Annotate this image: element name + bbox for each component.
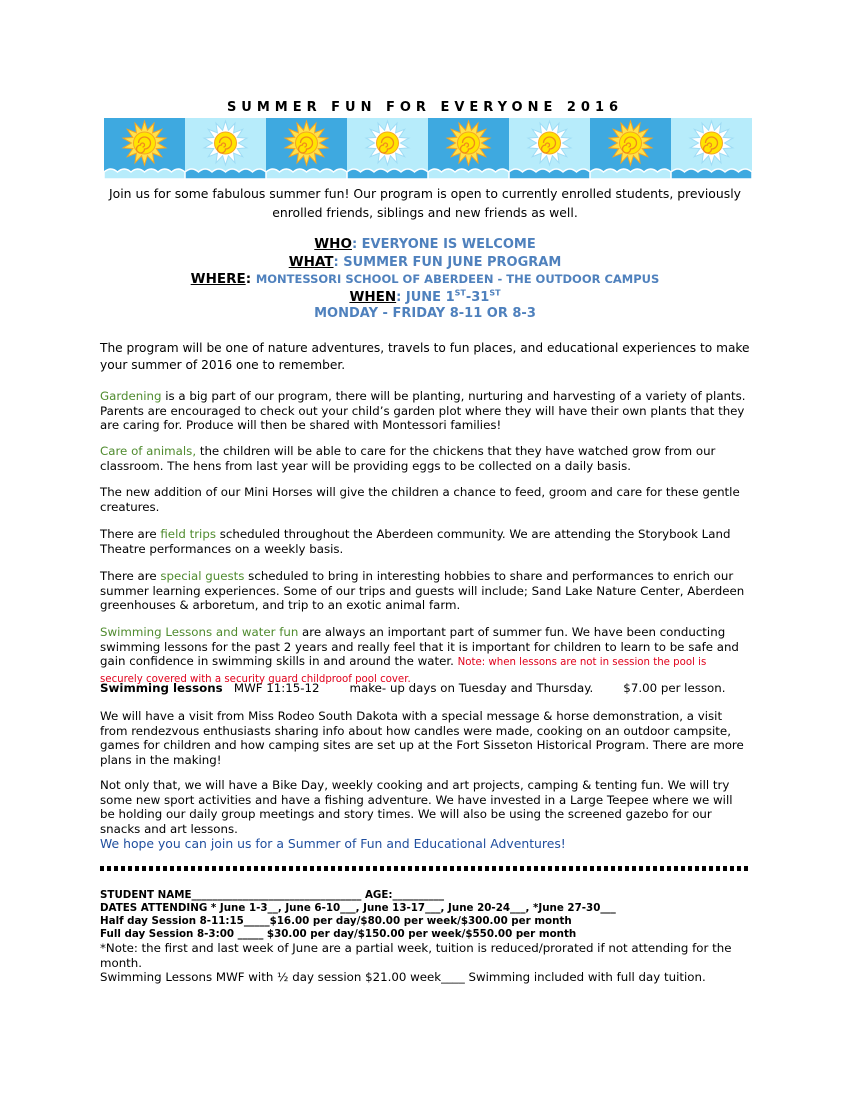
what-label: WHAT [288, 253, 334, 270]
student-name-line: STUDENT NAME_________________________________ AGE:__________ [100, 889, 445, 901]
when-sup-start: ST [454, 288, 466, 298]
sun-icon [590, 118, 671, 179]
sun-tile [509, 118, 590, 179]
where-label: WHERE [190, 271, 246, 287]
sun-icon [671, 118, 752, 179]
swim-lead: Swimming Lessons and water fun [100, 625, 299, 639]
trips-pre: There are [100, 527, 161, 541]
gardening-text: is a big part of our program, there will be planting, nurturing and harvesting of a variety of plants. Parents are encouraged to check out your child’s garden plot where they will have their own plants that they are caring for. Produce will then be shared with Montessori families! [100, 389, 746, 432]
when-value-start: JUNE 1 [405, 289, 455, 305]
sun-tile [104, 118, 185, 179]
dates-attending-line: DATES ATTENDING * June 1-3__, June 6-10___, June 13-17___, June 20-24___, *June 27-30___ [100, 902, 616, 914]
swimming-paragraph [100, 625, 750, 687]
sun-icon [347, 118, 428, 179]
intro-text: Join us for some fabulous summer fun! Our program is open to currently enrolled students, previously enrolled friends, siblings and new friends as well. [109, 186, 741, 220]
full-day-line: Full day Session 8-3:00 _____ $30.00 per day/$150.00 per week/$550.00 per month [100, 928, 577, 940]
dotted-divider [100, 866, 748, 871]
horses-paragraph: The new addition of our Mini Horses will give the children a chance to feed, groom and care for these gentle creatures. [100, 485, 740, 514]
half-day-line: Half day Session 8-11:15_____$16.00 per day/$80.00 per week/$300.00 per month [100, 915, 572, 927]
swim-text: are always an important part of summer fun. We have been conducting swimming lessons for the past 2 years and really feel that it is important for children to learn to be safe and gain confidence in swimming skills in and around the water. [100, 625, 739, 668]
page-title: SUMMER FUN FOR EVERYONE 2016 [226, 100, 624, 115]
sun-tile [266, 118, 347, 179]
note-line: *Note: the first and last week of June are a partial week, tuition is reduced/prorated if not attending for the month. [100, 941, 732, 970]
swim-schedule [100, 681, 750, 695]
when-label: WHEN [349, 288, 397, 305]
swim-schedule-makeup: make- up days on Tuesday and Thursday. [319, 681, 594, 695]
sun-icon [185, 118, 266, 179]
sun-tile [590, 118, 671, 179]
guests-text: scheduled to bring in interesting hobbies to share and performances to enrich our summer learning experiences. Some of our trips and guests will include; Sand Lake Nature Center, Aberdeen greenhouses & arboretum, and trip to an exotic animal farm. [100, 569, 745, 612]
sun-banner [104, 118, 752, 179]
swim-schedule-label: Swimming lessons [100, 681, 223, 695]
when-sup-end: ST [489, 288, 501, 298]
sun-icon [104, 118, 185, 179]
where-value: MONTESSORI SCHOOL OF ABERDEEN - THE OUTDOOR CAMPUS [255, 272, 660, 286]
more-paragraph: Not only that, we will have a Bike Day, weekly cooking and art projects, camping & tenting fun. We will try some new sport activities and have a fishing adventure. We have invested in a Large Teepee where we will be holding our daily group meetings and story times. We will also be using the screened gazebo for our snacks and art lessons. [100, 778, 733, 836]
trips-text: scheduled throughout the Aberdeen community. We are attending the Storybook Land Theatre performances on a weekly basis. [100, 527, 731, 556]
sun-tile [185, 118, 266, 179]
swim-schedule-price: $7.00 per lesson. [593, 681, 726, 695]
what-value: SUMMER FUN JUNE PROGRAM [343, 254, 562, 270]
sun-icon [266, 118, 347, 179]
who-label: WHO [314, 236, 352, 252]
gardening-paragraph [100, 389, 750, 433]
sun-icon [428, 118, 509, 179]
sun-icon [509, 118, 590, 179]
program-paragraph: The program will be one of nature adventures, travels to fun places, and educational experiences to make your summer of 2016 one to remember. [100, 341, 750, 372]
registration-form [100, 889, 750, 985]
when-value-end: -31 [465, 289, 490, 305]
visits-paragraph: We will have a visit from Miss Rodeo South Dakota with a special message & horse demonstration, a visit from rendezvous enthusiasts sharing info about how candles were made, cooking on an outdoor campsite, games for children and how camping sites are set up at the Fort Sisseton Historical Program. There are more plans in the making! [100, 709, 744, 767]
days-value: MONDAY - FRIDAY 8-11 OR 8-3 [314, 306, 536, 321]
guests-lead: special guests [160, 569, 245, 583]
closing-line: We hope you can join us for a Summer of Fun and Educational Adventures! [100, 836, 566, 851]
trips-paragraph [100, 527, 750, 556]
who-value: EVERYONE IS WELCOME [361, 237, 536, 252]
guests-pre: There are [100, 569, 161, 583]
animals-text: the children will be able to care for the chickens that they have watched grow from our classroom. The hens from last year will be providing eggs to be collected on a daily basis. [100, 444, 716, 473]
animals-lead: Care of animals, [100, 444, 197, 458]
swim-note: Note: when lessons are not in session the pool is securely covered with a security guard childproof pool cover. [100, 657, 707, 685]
animals-paragraph [100, 444, 750, 473]
swim-schedule-days: MWF 11:15-12 [222, 681, 320, 695]
swim-tuition-line: Swimming Lessons MWF with ½ day session $21.00 week____ Swimming included with full day tuition. [100, 970, 706, 984]
trips-lead: field trips [160, 527, 216, 541]
gardening-lead: Gardening [100, 389, 162, 403]
event-details: WHO: EVERYONE IS WELCOME WHAT: SUMMER FUN JUNE PROGRAM WHERE: MONTESSORI SCHOOL OF ABERDEEN - THE OUTDOOR CAMPUS WHEN: JUNE 1ST-31ST MONDAY - FRIDAY 8-11 OR 8-3 [190, 236, 660, 321]
sun-tile [428, 118, 509, 179]
sun-tile [671, 118, 752, 179]
sun-tile [347, 118, 428, 179]
guests-paragraph [100, 569, 750, 613]
